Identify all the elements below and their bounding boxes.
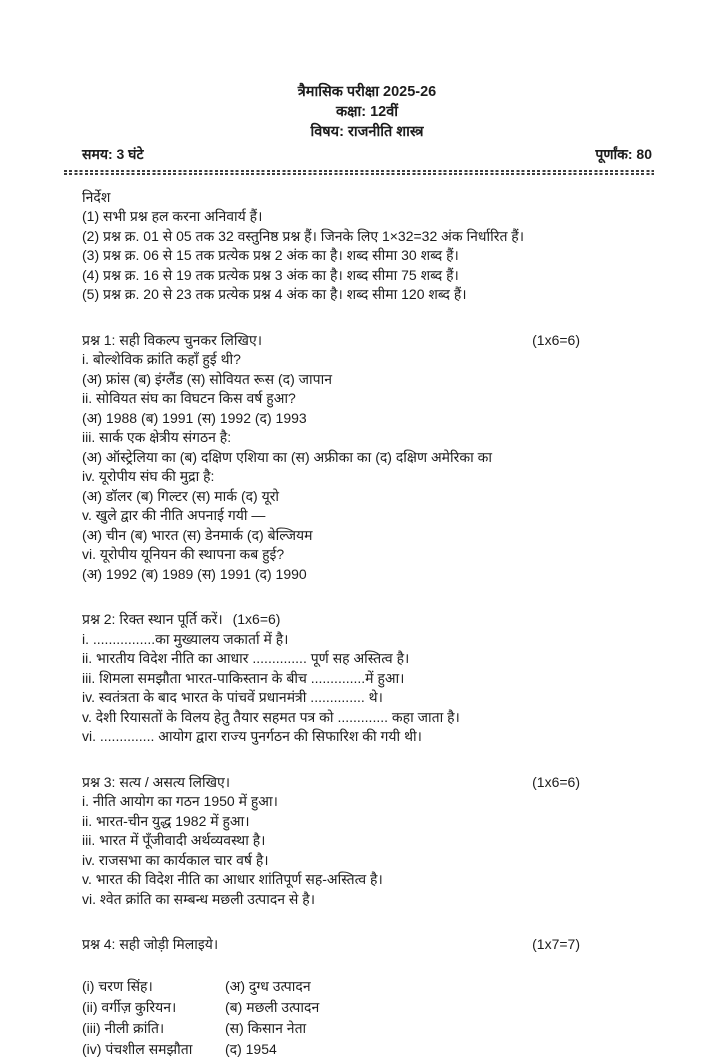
divider-line-top — [64, 170, 654, 172]
question-1-line: ii. सोवियत संघ का विघटन किस वर्ष हुआ? — [82, 390, 296, 406]
question-2-line: iii. शिमला समझौता भारत-पाकिस्तान के बीच ..............में हुआ। — [82, 669, 405, 686]
question-2-line: i. ................का मुख्यालय जकार्ता में है। — [82, 630, 289, 647]
question-1-options: (अ) डॉलर (ब) गिल्टर (स) मार्क (द) यूरो — [82, 487, 280, 504]
match-row — [82, 1039, 652, 1060]
question-2-line: vi. .............. आयोग द्वारा राज्य पुनर्गठन की सिफारिश की गयी थी। — [82, 728, 422, 744]
question-2-section — [82, 610, 652, 747]
question-3-section — [82, 773, 652, 910]
question-3-heading: प्रश्न 3: सत्य / असत्य लिखिए। — [82, 773, 231, 790]
question-1-options: (अ) ऑस्ट्रेलिया का (ब) दक्षिण एशिया का (स) अफ्रीका का (द) दक्षिण अमेरिका का — [82, 448, 493, 465]
paper-class: कक्षा: 12वीं — [335, 104, 399, 120]
instruction-item: (5) प्रश्न क्र. 20 से 23 तक प्रत्येक प्रश्न 4 अंक का है। शब्द सीमा 120 शब्द हैं। — [82, 286, 467, 302]
question-2-heading-row — [82, 610, 652, 630]
question-1-section — [82, 331, 652, 585]
match-right-item: (द) 1954 — [225, 1040, 277, 1057]
instruction-item: (2) प्रश्न क्र. 01 से 05 तक 32 वस्तुनिष्ठ प्रश्न हैं। जिनके लिए 1×32=32 अंक निर्धारित हैं। — [82, 227, 525, 244]
question-1-heading: प्रश्न 1: सही विकल्प चुनकर लिखिए। — [82, 331, 263, 348]
question-3-line: ii. भारत-चीन युद्ध 1982 में हुआ। — [82, 812, 250, 829]
match-pairs-list — [82, 976, 652, 1060]
question-1-options: (अ) 1988 (ब) 1991 (स) 1992 (द) 1993 — [82, 409, 307, 426]
question-3-line: iv. राजसभा का कार्यकाल चार वर्ष है। — [82, 851, 269, 868]
question-3-marks: (1x6=6) — [532, 773, 580, 790]
question-4-heading-row — [82, 935, 652, 955]
question-3-line: iii. भारत में पूँजीवादी अर्थव्यवस्था है। — [82, 832, 266, 848]
instruction-item: (3) प्रश्न क्र. 06 से 15 तक प्रत्येक प्रश्न 2 अंक का है। शब्द सीमा 30 शब्द हैं। — [82, 247, 459, 263]
question-4-section — [82, 935, 652, 1060]
paper-title: त्रैमासिक परीक्षा 2025-26 — [297, 84, 437, 100]
header-divider — [64, 170, 654, 175]
question-1-line: i. बोल्शेविक क्रांति कहाँ हुई थी? — [82, 351, 241, 367]
paper-meta-row — [82, 145, 652, 165]
paper-subject: विषय: राजनीति शास्त्र — [310, 124, 424, 140]
match-right-item: (स) किसान नेता — [225, 1019, 307, 1036]
question-1-heading-row — [82, 331, 652, 351]
question-3-line: v. भारत की विदेश नीति का आधार शांतिपूर्ण सह-अस्तित्व है। — [82, 871, 383, 887]
instructions-section — [82, 188, 652, 305]
max-marks: पूर्णांक: 80 — [595, 146, 652, 162]
question-1-options: (अ) 1992 (ब) 1989 (स) 1991 (द) 1990 — [82, 565, 307, 582]
question-2-heading: प्रश्न 2: रिक्त स्थान पूर्ति करें। — [82, 611, 223, 627]
match-row — [82, 997, 652, 1018]
instructions-heading: निर्देश — [82, 188, 111, 205]
question-1-marks: (1x6=6) — [532, 331, 580, 348]
divider-line-bottom — [64, 173, 654, 175]
time-allowed: समय: 3 घंटे — [82, 146, 144, 162]
match-left-item: (i) चरण सिंह। — [82, 977, 153, 994]
question-1-line: vi. यूरोपीय यूनियन की स्थापना कब हुई? — [82, 546, 285, 562]
question-1-options: (अ) फ्रांस (ब) इंग्लैंड (स) सोवियत रूस (द) जापान — [82, 370, 332, 387]
question-1-line: iii. सार्क एक क्षेत्रीय संगठन है: — [82, 429, 232, 445]
question-3-line: vi. श्वेत क्रांति का सम्बन्ध मछली उत्पादन से है। — [82, 890, 316, 907]
match-left-item: (iv) पंचशील समझौता — [82, 1040, 193, 1057]
match-row — [82, 1018, 652, 1039]
question-2-line: ii. भारतीय विदेश नीति का आधार .............. पूर्ण सह अस्तित्व है। — [82, 650, 410, 666]
match-right-item: (अ) दुग्ध उत्पादन — [225, 977, 311, 994]
question-1-line: v. खुले द्वार की नीति अपनाई गयी — — [82, 507, 266, 523]
question-2-line: v. देशी रियासतों के विलय हेतु तैयार सहमत पत्र को ............. कहा जाता है। — [82, 708, 460, 725]
question-4-marks: (1x7=7) — [532, 936, 580, 952]
question-2-marks: (1x6=6) — [232, 611, 281, 627]
question-2-line: iv. स्वतंत्रता के बाद भारत के पांचवें प्रधानमंत्री .............. थे। — [82, 689, 383, 705]
question-3-heading-row — [82, 773, 652, 793]
paper-header — [82, 82, 652, 142]
question-1-line: iv. यूरोपीय संघ की मुद्रा है: — [82, 468, 215, 484]
instruction-item: (1) सभी प्रश्न हल करना अनिवार्य हैं। — [82, 208, 263, 224]
question-1-options: (अ) चीन (ब) भारत (स) डेनमार्क (द) बेल्जियम — [82, 526, 313, 543]
instruction-item: (4) प्रश्न क्र. 16 से 19 तक प्रत्येक प्रश्न 3 अंक का है। शब्द सीमा 75 शब्द हैं। — [82, 266, 459, 283]
question-3-line: i. नीति आयोग का गठन 1950 में हुआ। — [82, 793, 278, 809]
match-right-item: (ब) मछली उत्पादन — [225, 998, 320, 1015]
match-row — [82, 976, 652, 997]
match-left-item: (ii) वर्गीज़ कुरियन। — [82, 998, 177, 1015]
question-4-heading: प्रश्न 4: सही जोड़ी मिलाइये। — [82, 936, 219, 952]
match-left-item: (iii) नीली क्रांति। — [82, 1019, 165, 1036]
